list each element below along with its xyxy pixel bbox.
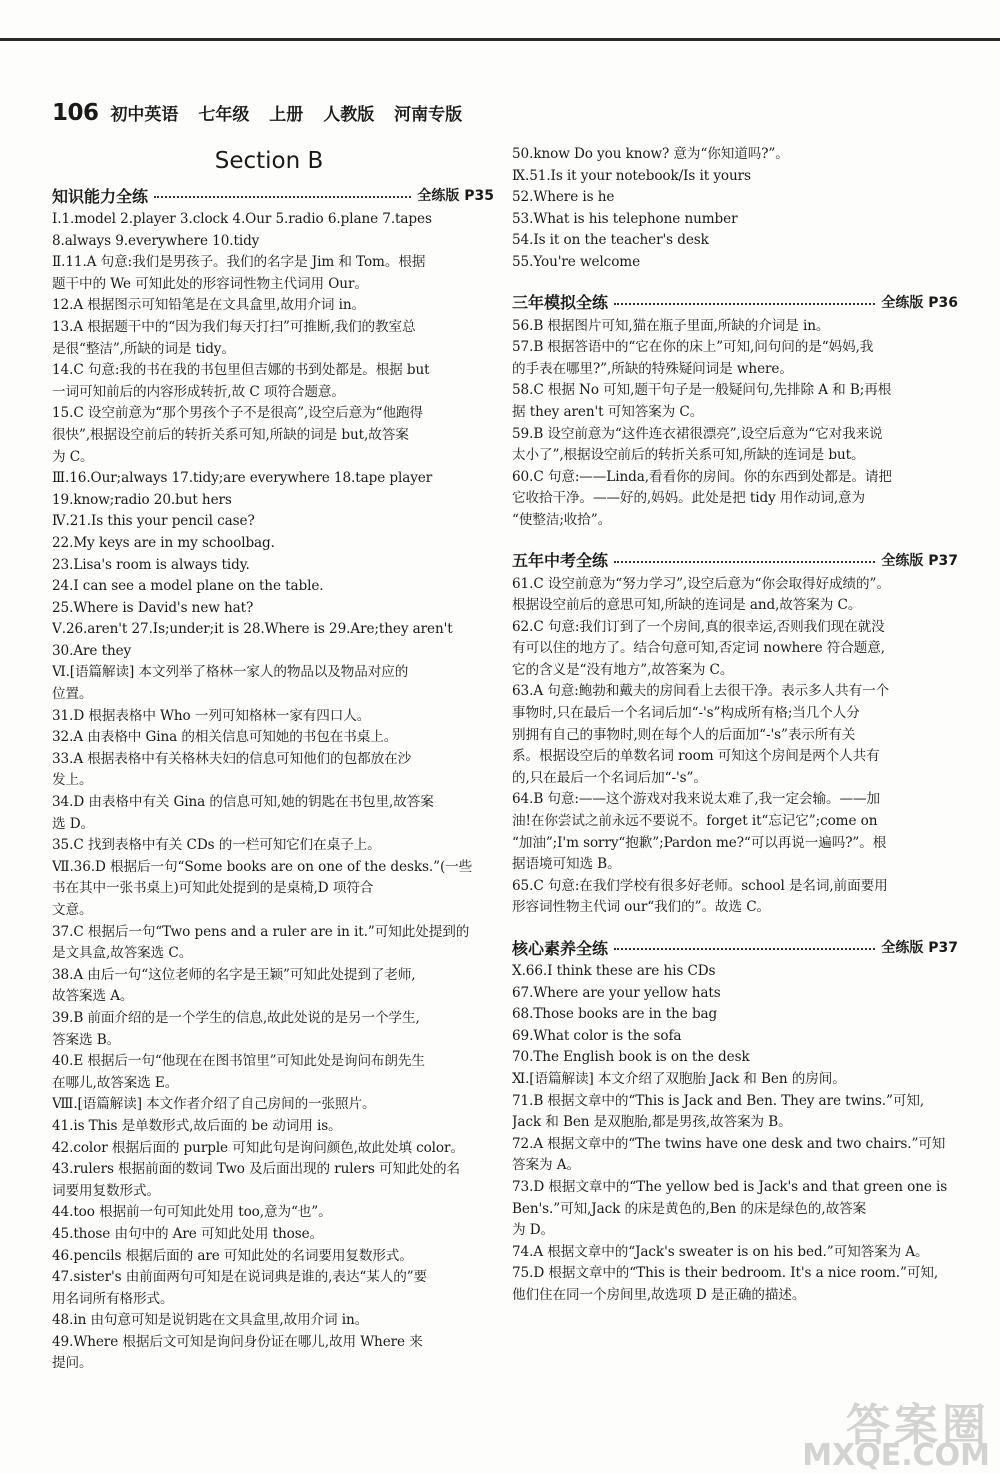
answer-line: “使整洁;收拾”。 (512, 511, 612, 528)
answer-line: Ⅸ.51.Is it your notebook/Is it yours (512, 167, 751, 184)
answer-line: 提问。 (52, 1355, 93, 1372)
answer-line: 62.C 句意:我们订到了一个房间,真的很幸运,否则我们现在就没 (512, 618, 885, 635)
watermark-logo: 答案圈 (846, 1400, 990, 1451)
answer-line: 答案为 A。 (512, 1157, 580, 1174)
answer-line: 70.The English book is on the desk (512, 1049, 750, 1066)
answer-line: 它的含义是“没有地方”,故答案为 C。 (512, 661, 734, 678)
answer-line: 15.C 设空前意为“那个男孩个子不是很高”,设空后意为“他跑得 (52, 405, 423, 422)
answer-line: 44.too 根据前一句可知此处用 too,意为“也”。 (52, 1204, 332, 1221)
leader-dots (614, 948, 875, 950)
answer-line: 有可以住的地方了。结合句意可知,否定词 nowhere 符合题意, (512, 640, 885, 657)
section-header-title: 五年中考全练 (512, 551, 609, 570)
answer-line: 56.B 根据图片可知,猫在瓶子里面,所缺的介词是 in。 (512, 317, 830, 334)
answer-line: 根据设空前后的意思可知,所缺的连词是 and,故答案为 C。 (512, 597, 862, 614)
answer-line: 位置。 (52, 686, 93, 703)
section-header-ref: 全练版 P37 (881, 940, 958, 956)
answer-line: 13.A 根据题干中的“因为我们每天打扫”可推断,我们的教室总 (52, 318, 416, 335)
answer-line: 49.Where 根据后文可知是询问身份证在哪儿,故用 Where 来 (52, 1333, 423, 1350)
answer-line: 25.Where is David's new hat? (52, 599, 254, 616)
running-head (52, 100, 552, 130)
answer-line: 据 they aren't 可知答案为 C。 (512, 403, 704, 420)
answer-line: 19.know;radio 20.but hers (52, 491, 232, 508)
answer-line: 14.C 句意:我的书在我的书包里但吉娜的书到处都是。根据 but (52, 362, 430, 379)
answer-line: 他们住在同一个房间里,故选项 D 是正确的描述。 (512, 1286, 806, 1303)
section-gap (512, 919, 958, 933)
answer-line: 47.sister's 由前面两句可知是在说词典是谁的,表达“某人的”要 (52, 1269, 428, 1286)
answer-line: 69.What color is the sofa (512, 1027, 682, 1044)
answer-line: 58.C 根据 No 可知,题干句子是一般疑问句,先排除 A 和 B;再根 (512, 382, 892, 399)
watermark (802, 1400, 990, 1473)
answer-line: 8.always 9.everywhere 10.tidy (52, 232, 260, 249)
answer-line: Ⅵ.[语篇解读] 本文列举了格林一家人的物品以及物品对应的 (52, 664, 409, 681)
section-header-ref: 全练版 P37 (881, 552, 958, 569)
book-subject: 初中英语 (110, 105, 179, 125)
answer-line: Ⅺ.[语篇解读] 本文介绍了双胞胎 Jack 和 Ben 的房间。 (512, 1070, 846, 1087)
section-header-title: 三年模拟全练 (512, 293, 609, 313)
answer-line: Ⅴ.26.aren't 27.Is;under;it is 28.Where is 29.Are;they aren't (52, 621, 453, 638)
answer-line: 油!在你尝试之前永远不要说不。forget it“忘记它”;come on (512, 813, 878, 830)
answer-line: Ⅶ.36.D 根据后一句“Some books are on one of the desks.”(一些 (52, 858, 473, 875)
answer-line: 67.Where are your yellow hats (512, 984, 721, 1001)
answer-line: 52.Where is he (512, 189, 615, 206)
answer-line: Ⅰ.1.model 2.player 3.clock 4.Our 5.radio 6.plane 7.tapes (52, 211, 432, 227)
book-region: 河南专版 (394, 105, 463, 125)
section-header (512, 933, 958, 961)
answer-line: 文意。 (52, 902, 93, 918)
answer-line: 在哪儿,故答案选 E。 (52, 1074, 179, 1091)
answer-line: 据语境可知选 B。 (512, 856, 621, 873)
answer-line: 50.know Do you know? 意为“你知道吗?”。 (512, 146, 789, 162)
answer-line: 23.Lisa's room is always tidy. (52, 556, 250, 573)
answer-line: 书在其中一张书桌上)可知此处提到的是桌椅,D 项符合 (52, 880, 374, 897)
answer-line: 61.C 设空前意为“努力学习”,设空后意为“你会取得好成绩的”。 (512, 575, 890, 592)
answer-line: 35.C 找到表格中有关 CDs 的一栏可知它们在桌子上。 (52, 837, 381, 854)
answer-line: 59.B 设空前意为“这件连衣裙很漂亮”,设空后意为“它对我来说 (512, 425, 883, 442)
answer-line: Ⅱ.11.A 句意:我们是男孩子。我们的名字是 Jim 和 Tom。根据 (52, 254, 426, 271)
answer-line: 32.A 由表格中 Gina 的相关信息可知她的书包在书桌上。 (52, 729, 398, 746)
answer-line: 是很“整洁”,所缺的词是 tidy。 (52, 340, 235, 357)
answer-line: Ⅳ.21.Is this your pencil case? (52, 513, 255, 530)
answer-line: 65.C 句意:在我们学校有很多好老师。school 是名词,前面要用 (512, 877, 888, 894)
section-header-ref: 全练版 P36 (881, 294, 958, 311)
answer-line: Jack 和 Ben 是双胞胎,都是男孩,故答案为 B。 (512, 1114, 792, 1131)
answer-line: 31.D 根据表格中 Who 一列可知格林一家有四口人。 (52, 707, 371, 724)
leader-dots (154, 196, 411, 198)
answer-line: 34.D 由表格中有关 Gina 的信息可知,她的钥匙在书包里,故答案 (52, 794, 434, 811)
section-title: Section B (214, 148, 324, 174)
answer-line: 很快”,根据设空前后的转折关系可知,所缺的词是 but,故答案 (52, 426, 409, 443)
answer-line: 是文具盒,故答案选 C。 (52, 945, 193, 962)
section-header-title: 知识能力全练 (52, 186, 149, 206)
answer-line: 40.E 根据后一句“他现在在图书馆里”可知此处是询问布朗先生 (52, 1053, 425, 1070)
top-rule (0, 38, 1000, 41)
answer-line: 太小了”,根据设空前后的转折关系可知,所缺的连词是 but。 (512, 447, 865, 464)
answer-line: Ⅲ.16.Our;always 17.tidy;are everywhere 18.tape player (52, 470, 433, 487)
section-header (512, 288, 958, 316)
answer-line: 53.What is his telephone number (512, 210, 738, 227)
answer-line: 41.is This 是单数形式,故后面的 be 动词用 is。 (52, 1117, 342, 1134)
answer-line: Ben's.”可知,Jack 的床是黄色的,Ben 的床是绿色的,故答案 (512, 1200, 867, 1217)
leader-dots (614, 561, 875, 563)
answer-line: 55.You're welcome (512, 253, 641, 270)
book-volume: 上册 (269, 105, 304, 125)
answer-line: 24.I can see a model plane on the table. (52, 578, 324, 595)
answer-line: 系。根据设空后的单数名词 room 可知这个房间是两个人共有 (512, 748, 880, 765)
answer-line: 为 C。 (52, 448, 94, 465)
answer-line: 词要用复数形式。 (52, 1182, 160, 1199)
answer-line: 答案选 B。 (52, 1031, 121, 1048)
answer-line: 的,只在最后一个名词后加“-'s”。 (512, 769, 707, 786)
answer-line: 64.B 句意:——这个游戏对我来说太难了,我一定会输。——加 (512, 791, 880, 808)
answer-line: 的手表在哪里?”,所缺的特殊疑问词是 where。 (512, 360, 793, 377)
answer-line: 43.rulers 根据前面的数词 Two 及后面出现的 rulers 可知此处的名 (52, 1161, 460, 1178)
answer-line: 别拥有自己的事物时,则在每个人的后面加“-'s”表示所有关 (512, 726, 856, 743)
answer-line: 选 D。 (52, 815, 95, 832)
section-header (512, 546, 958, 574)
section-gap (512, 274, 958, 288)
leader-dots (614, 303, 875, 305)
answer-line: 它收拾干净。——好的,妈妈。此处是把 tidy 用作动词,意为 (512, 490, 866, 507)
answer-line: 72.A 根据文章中的“The twins have one desk and two chairs.”可知 (512, 1135, 946, 1152)
answer-line: 33.A 根据表格中有关格林夫妇的信息可知他们的包都放在沙 (52, 750, 412, 767)
answer-line: 46.pencils 根据后面的 are 可知此处的名词要用复数形式。 (52, 1247, 413, 1264)
answer-line: 60.C 句意:——Linda,看看你的房间。你的东西到处都是。请把 (512, 468, 892, 485)
watermark-site: MXQE.COM (802, 1438, 990, 1473)
answer-line: 48.in 由句意可知是说钥匙在文具盒里,故用介词 in。 (52, 1312, 369, 1329)
answer-line: 发上。 (52, 772, 93, 789)
answer-line: 形容词性物主代词 our“我们的”。故选 C。 (512, 899, 770, 916)
answer-line: 为 D。 (512, 1222, 555, 1239)
answer-line: 38.A 由后一句“这位老师的名字是王颖”可知此处提到了老师, (52, 966, 416, 983)
section-header (52, 181, 494, 209)
answer-line: 73.D 根据文章中的“The yellow bed is Jack's and that green one is (512, 1178, 948, 1195)
answer-line: 75.D 根据文章中的“This is their bedroom. It's a nice room.”可知, (512, 1265, 939, 1282)
section-header-ref: 全练版 P35 (417, 188, 494, 204)
answer-line: 12.A 根据图示可知铅笔是在文具盒里,故用介词 in。 (52, 297, 365, 314)
page-number: 106 (52, 100, 99, 126)
answer-line: 74.A 根据文章中的“Jack's sweater is on his bed.”可知答案为 A。 (512, 1243, 929, 1260)
answer-line: 63.A 句意:鲍勃和戴夫的房间看上去很干净。表示多人共有一个 (512, 683, 890, 700)
answer-line: 71.B 根据文章中的“This is Jack and Ben. They are twins.”可知, (512, 1092, 925, 1109)
answer-line: 用名词所有格形式。 (52, 1290, 174, 1307)
answer-line: 57.B 根据答语中的“它在你的床上”可知,问句问的是“妈妈,我 (512, 339, 874, 356)
book-grade: 七年级 (198, 105, 250, 125)
answer-line: “加油”;I'm sorry“抱歉”;Pardon me?“可以再说一遍吗?”。根 (512, 834, 887, 851)
answer-line: 45.those 由句中的 Are 可知此处用 those。 (52, 1225, 324, 1242)
answer-line: 事物时,只在最后一个名词后加“-'s”构成所有格;当几个人分 (512, 705, 860, 722)
answer-line: Ⅹ.66.I think these are his CDs (512, 963, 716, 979)
answer-line: 68.Those books are in the bag (512, 1006, 718, 1023)
answer-line: Ⅷ.[语篇解读] 本文作者介绍了自己房间的一张照片。 (52, 1096, 376, 1113)
answer-line: 30.Are they (52, 642, 132, 659)
answer-line: 题干中的 We 可知此处的形容词性物主代词用 Our。 (52, 275, 368, 292)
answer-line: 37.C 根据后一句“Two pens and a ruler are in it.”可知此处提到的 (52, 923, 470, 940)
section-header-title: 核心素养全练 (512, 938, 609, 958)
right-column (512, 144, 958, 1307)
answer-line: 54.Is it on the teacher's desk (512, 232, 709, 249)
answer-line: 一词可知前后的内容形成转折,故 C 项符合题意。 (52, 383, 345, 400)
answer-line: 22.My keys are in my schoolbag. (52, 534, 275, 551)
section-gap (512, 532, 958, 546)
book-edition: 人教版 (323, 105, 375, 125)
left-column (52, 145, 494, 1375)
answer-line: 39.B 前面介绍的是一个学生的信息,故此处说的是另一个学生, (52, 1009, 420, 1026)
answer-line: 故答案选 A。 (52, 988, 134, 1005)
answer-line: 42.color 根据后面的 purple 可知此句是询问颜色,故此处填 color。 (52, 1139, 464, 1156)
